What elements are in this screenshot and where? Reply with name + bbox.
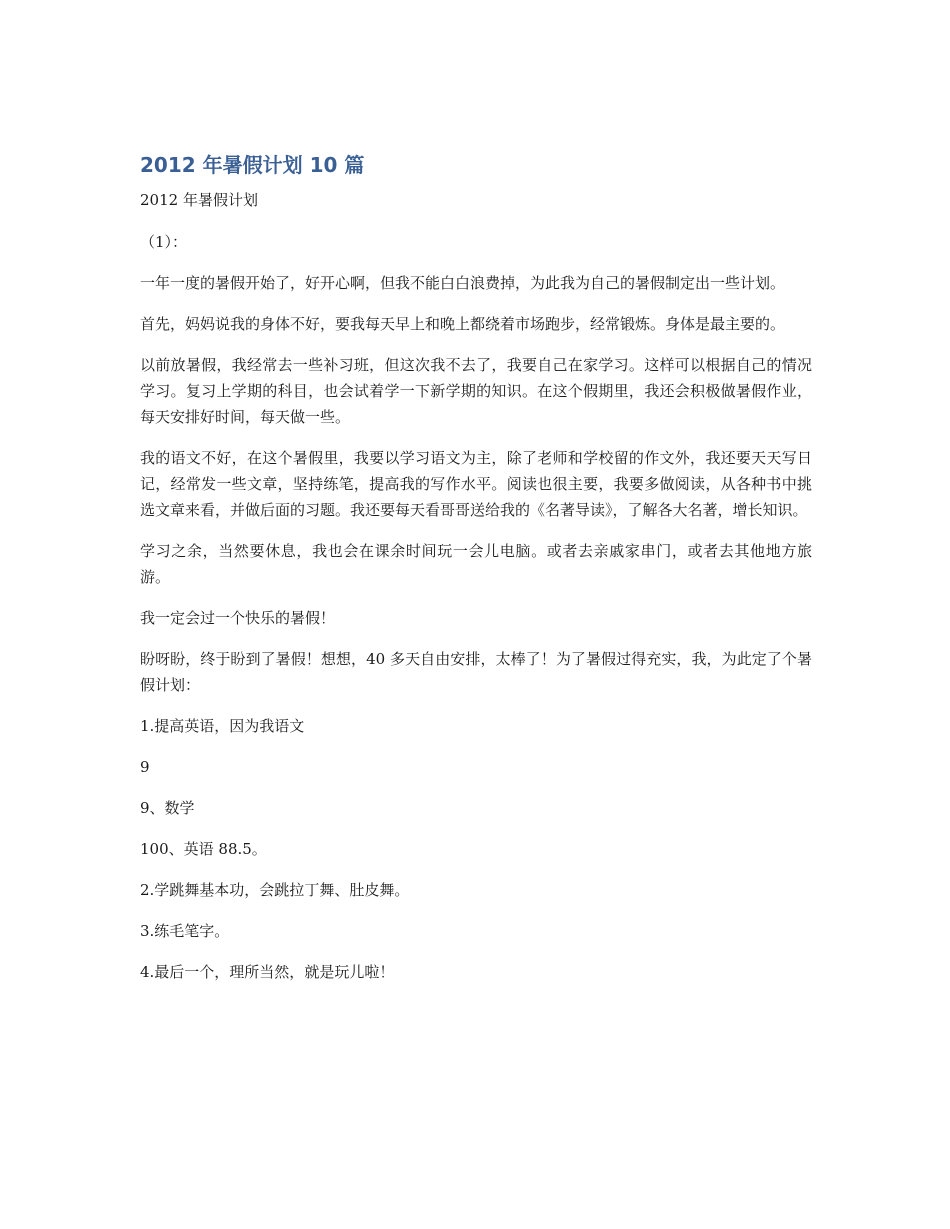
plan-item-4: 4.最后一个，理所当然，就是玩儿啦！ (140, 963, 395, 981)
paragraph-leisure: 学习之余，当然要休息，我也会在课余时间玩一会儿电脑。或者去亲戚家串门，或者去其他地方旅游。 (140, 542, 812, 586)
paragraph-intro: 一年一度的暑假开始了，好开心啊，但我不能白白浪费掉，为此我为自己的暑假制定出一些计划。 (140, 274, 786, 292)
plan-item-2: 2.学跳舞基本功，会跳拉丁舞、肚皮舞。 (140, 881, 410, 899)
plan-item-1-score-c: 100、英语 88.5。 (140, 840, 267, 858)
document-title: 2012 年暑假计划 10 篇 (140, 153, 365, 177)
plan-item-1-score-a: 9 (140, 758, 150, 776)
plan-item-3: 3.练毛笔字。 (140, 922, 230, 940)
document-subtitle: 2012 年暑假计划 (140, 191, 258, 209)
paragraph-chinese-study: 我的语文不好，在这个暑假里，我要以学习语文为主，除了老师和学校留的作文外，我还要天天写日记，经常发一些文章，坚持练笔，提高我的写作水平。阅读也很主要，我要多做阅读，从各种书中挑选文章来看，并做后面的习题。我还要每天看哥哥送给我的《名著导读》，了解各大名著，增长知识。 (140, 449, 812, 519)
paragraph-exercise: 首先，妈妈说我的身体不好，要我每天早上和晚上都绕着市场跑步，经常锻炼。身体是最主要的。 (140, 315, 786, 333)
paragraph-self-study: 以前放暑假，我经常去一些补习班，但这次我不去了，我要自己在家学习。这样可以根据自己的情况学习。复习上学期的科目，也会试着学一下新学期的知识。在这个假期里，我还会积极做暑假作业，每天安排好时间，每天做一些。 (140, 356, 812, 426)
plan-item-1-score-b: 9、数学 (140, 799, 195, 817)
paragraph-section-marker: （1）： (140, 233, 188, 251)
paragraph-second-intro: 盼呀盼，终于盼到了暑假！想想，40 多天自由安排，太棒了！为了暑假过得充实，我，为此定了个暑假计划： (140, 650, 812, 694)
paragraph-conclusion: 我一定会过一个快乐的暑假！ (140, 609, 336, 627)
document-page (140, 150, 812, 1000)
plan-item-1: 1.提高英语，因为我语文 (140, 717, 305, 735)
